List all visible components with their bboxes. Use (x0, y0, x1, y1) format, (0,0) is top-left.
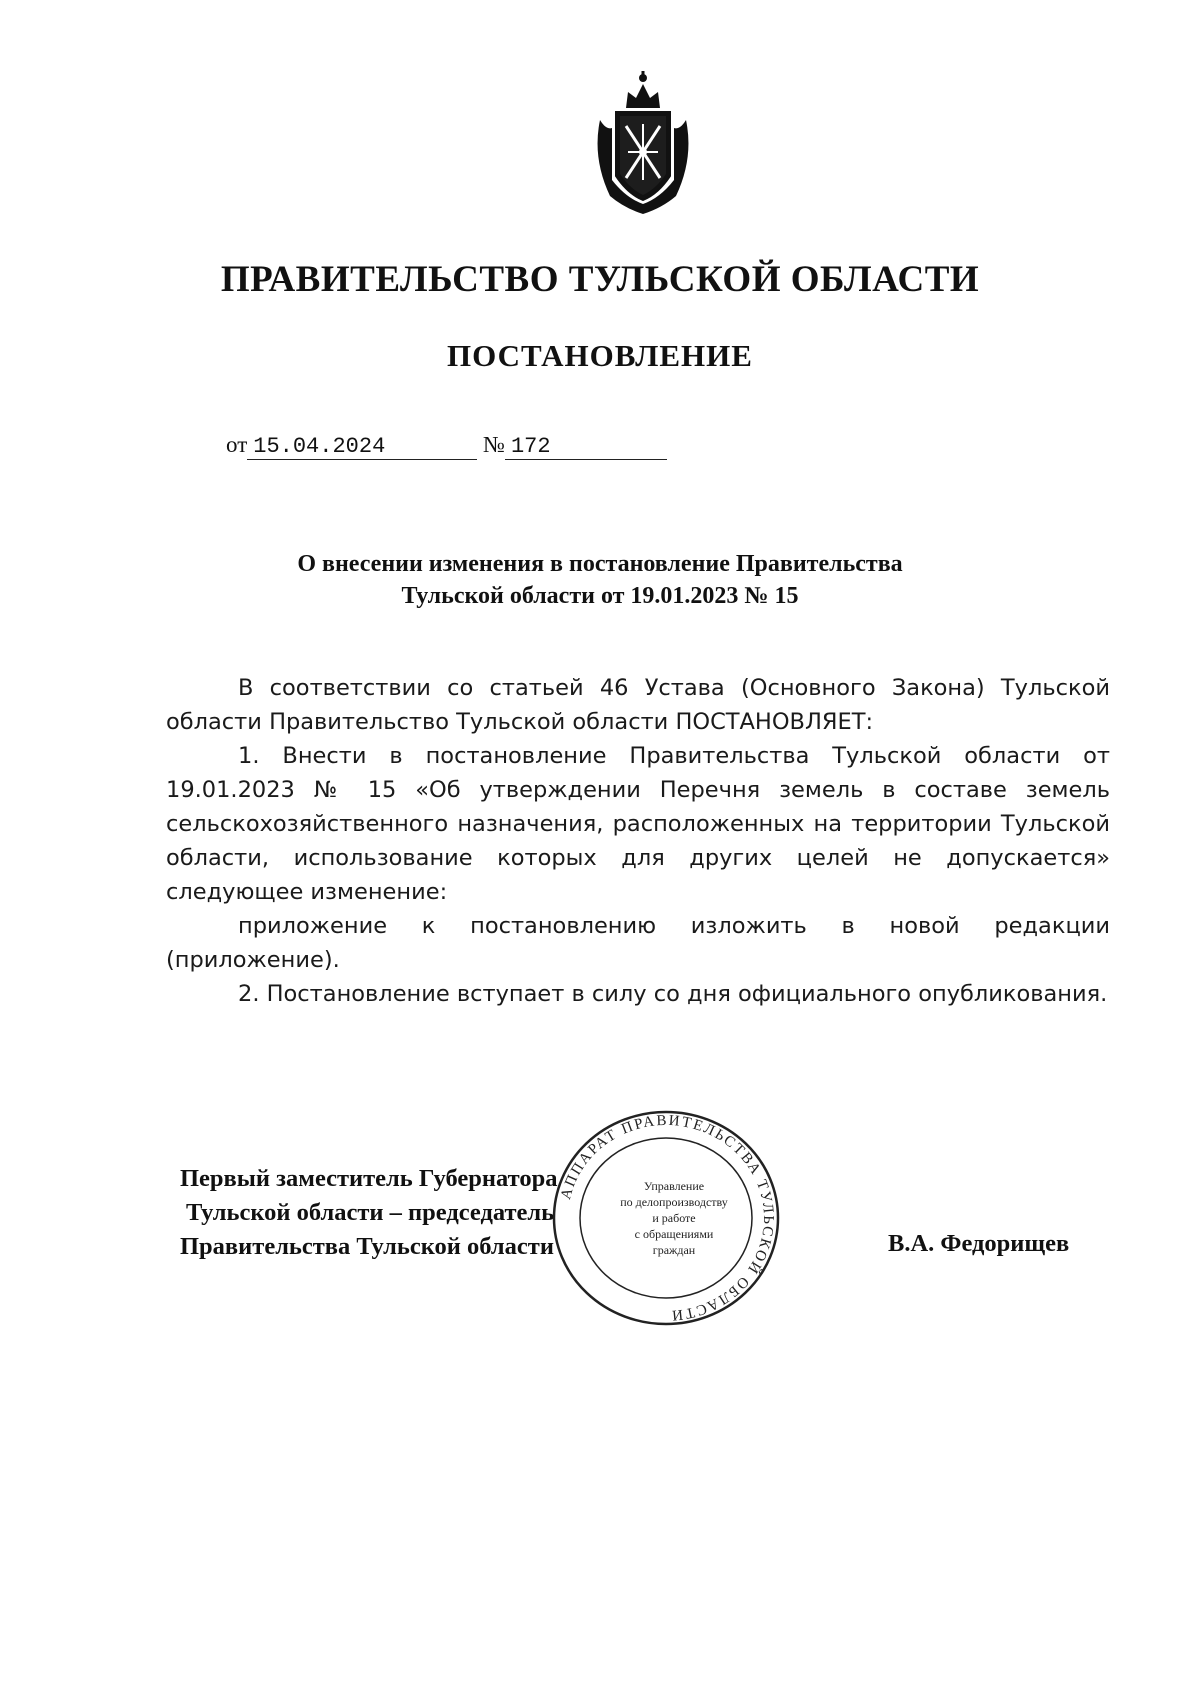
body-paragraph-preamble: В соответствии со статьей 46 Устава (Основного Закона) Тульской области Правительство Тульской области ПОСТАНОВЛЯЕТ: (166, 675, 1110, 735)
body-paragraph-item-2: 2. Постановление вступает в силу со дня официального опубликования. (238, 981, 1108, 1007)
registration-line (226, 432, 667, 460)
body-paragraph-amendment: приложение к постановлению изложить в новой редакции (приложение). (166, 913, 1110, 973)
seal-line-2: по делопроизводству (620, 1195, 728, 1209)
subject-line-2: Тульской области от 19.01.2023 № 15 (401, 583, 799, 609)
document-number: 172 (505, 434, 667, 460)
seal-line-3: и работе (652, 1211, 696, 1225)
position-line-2: Тульской области – председатель (186, 1199, 555, 1226)
seal-ring-text: АППАРАТ ПРАВИТЕЛЬСТВА ТУЛЬСКОЙ ОБЛАСТИ (558, 1112, 777, 1324)
seal-line-1: Управление (643, 1179, 705, 1193)
subject-line-1: О внесении изменения в постановление Правительства (297, 551, 903, 577)
round-seal-icon (548, 1106, 784, 1330)
document-subject (0, 548, 1200, 612)
document-type: ПОСТАНОВЛЕНИЕ (447, 338, 753, 373)
seal-line-5: граждан (652, 1243, 696, 1257)
government-title: ПРАВИТЕЛЬСТВО ТУЛЬСКОЙ ОБЛАСТИ (220, 259, 980, 300)
date-label: от (226, 432, 248, 457)
position-line-1: Первый заместитель Губернатора (180, 1165, 558, 1192)
document-body (166, 671, 1110, 1011)
body-paragraph-item-1: 1. Внести в постановление Правительства Тульской области от 19.01.2023 № 15 «Об утверждении Перечня земель в составе земель сельскохозяйственного назначения, расположенных на территории Тульской области, использование которых для других целей не допускается» следующее изменение: (166, 743, 1110, 905)
seal-line-4: с обращениями (634, 1227, 714, 1241)
signatory-name: В.А. Федорищев (888, 1230, 1070, 1257)
position-line-3: Правительства Тульской области (180, 1233, 554, 1260)
signatory-position (180, 1162, 557, 1264)
document-date: 15.04.2024 (247, 434, 477, 460)
tula-coat-of-arms-icon (588, 68, 698, 218)
number-label: № (483, 432, 505, 457)
